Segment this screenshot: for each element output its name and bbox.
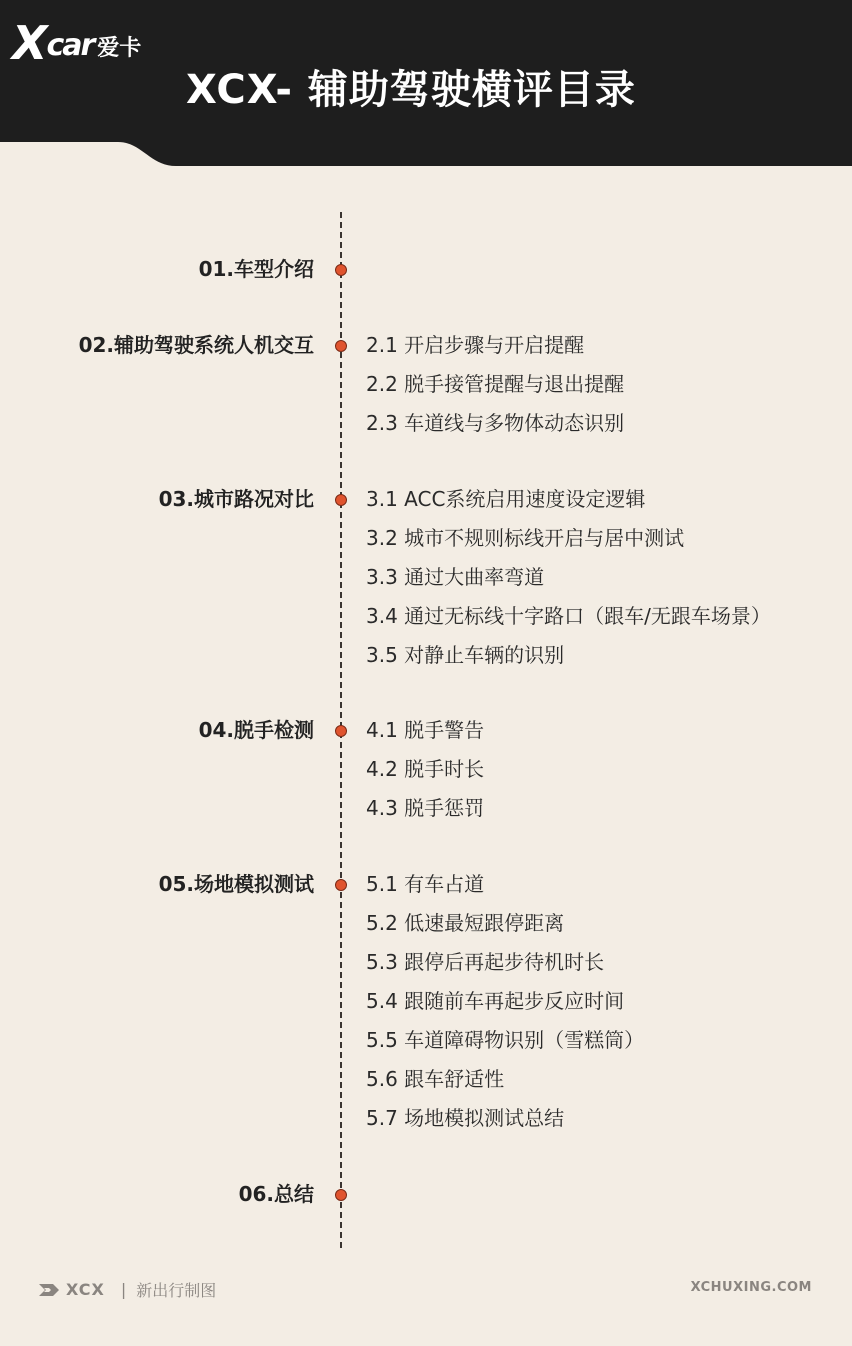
toc-item-3-4: 3.4 通过无标线十字路口（跟车/无跟车场景） bbox=[366, 604, 771, 628]
footer-logo bbox=[38, 1278, 216, 1301]
toc-item-4-3: 4.3 脱手惩罚 bbox=[366, 796, 485, 820]
xcx-logo-icon bbox=[38, 1282, 60, 1298]
toc-item-5-7: 5.7 场地模拟测试总结 bbox=[366, 1106, 565, 1130]
section-06-title: 06.总结 bbox=[238, 1182, 314, 1206]
header bbox=[0, 0, 852, 166]
toc-item-5-6: 5.6 跟车舒适性 bbox=[366, 1067, 505, 1091]
toc-item-3-3: 3.3 通过大曲率弯道 bbox=[366, 565, 545, 589]
section-06-dot bbox=[335, 1189, 347, 1201]
xcar-logo bbox=[12, 16, 142, 70]
toc-item-4-1: 4.1 脱手警告 bbox=[366, 718, 485, 742]
toc-item-2-1: 2.1 开启步骤与开启提醒 bbox=[366, 333, 585, 357]
toc-item-5-1: 5.1 有车占道 bbox=[366, 872, 485, 896]
toc-item-4-2: 4.2 脱手时长 bbox=[366, 757, 485, 781]
section-01-dot bbox=[335, 264, 347, 276]
section-02-dot bbox=[335, 340, 347, 352]
toc-item-5-2: 5.2 低速最短跟停距离 bbox=[366, 911, 565, 935]
toc-item-3-5: 3.5 对静止车辆的识别 bbox=[366, 643, 565, 667]
section-04-dot bbox=[335, 725, 347, 737]
logo-cn: 爱卡 bbox=[97, 35, 142, 61]
toc-item-3-1: 3.1 ACC系统启用速度设定逻辑 bbox=[366, 487, 646, 511]
logo-car: car bbox=[46, 28, 94, 63]
footer-separator: | bbox=[120, 1280, 127, 1299]
section-05-dot bbox=[335, 879, 347, 891]
section-02-title: 02.辅助驾驶系统人机交互 bbox=[78, 333, 314, 357]
section-03-title: 03.城市路况对比 bbox=[158, 487, 314, 511]
toc-item-2-3: 2.3 车道线与多物体动态识别 bbox=[366, 411, 625, 435]
toc-item-2-2: 2.2 脱手接管提醒与退出提醒 bbox=[366, 372, 625, 396]
footer-maker: 新出行制图 bbox=[136, 1281, 217, 1300]
footer-url: XCHUXING.COM bbox=[690, 1280, 812, 1295]
section-01-title: 01.车型介绍 bbox=[198, 257, 314, 281]
toc-item-5-5: 5.5 车道障碍物识别（雪糕筒） bbox=[366, 1028, 645, 1052]
footer-brand: XCX bbox=[66, 1280, 105, 1299]
toc-item-5-4: 5.4 跟随前车再起步反应时间 bbox=[366, 989, 625, 1013]
logo-x: X bbox=[12, 16, 45, 70]
section-04-title: 04.脱手检测 bbox=[198, 718, 314, 742]
page-title: XCX- 辅助驾驶横评目录 bbox=[186, 67, 636, 113]
section-03-dot bbox=[335, 494, 347, 506]
section-05-title: 05.场地模拟测试 bbox=[158, 872, 314, 896]
toc-item-3-2: 3.2 城市不规则标线开启与居中测试 bbox=[366, 526, 685, 550]
toc-item-5-3: 5.3 跟停后再起步待机时长 bbox=[366, 950, 605, 974]
